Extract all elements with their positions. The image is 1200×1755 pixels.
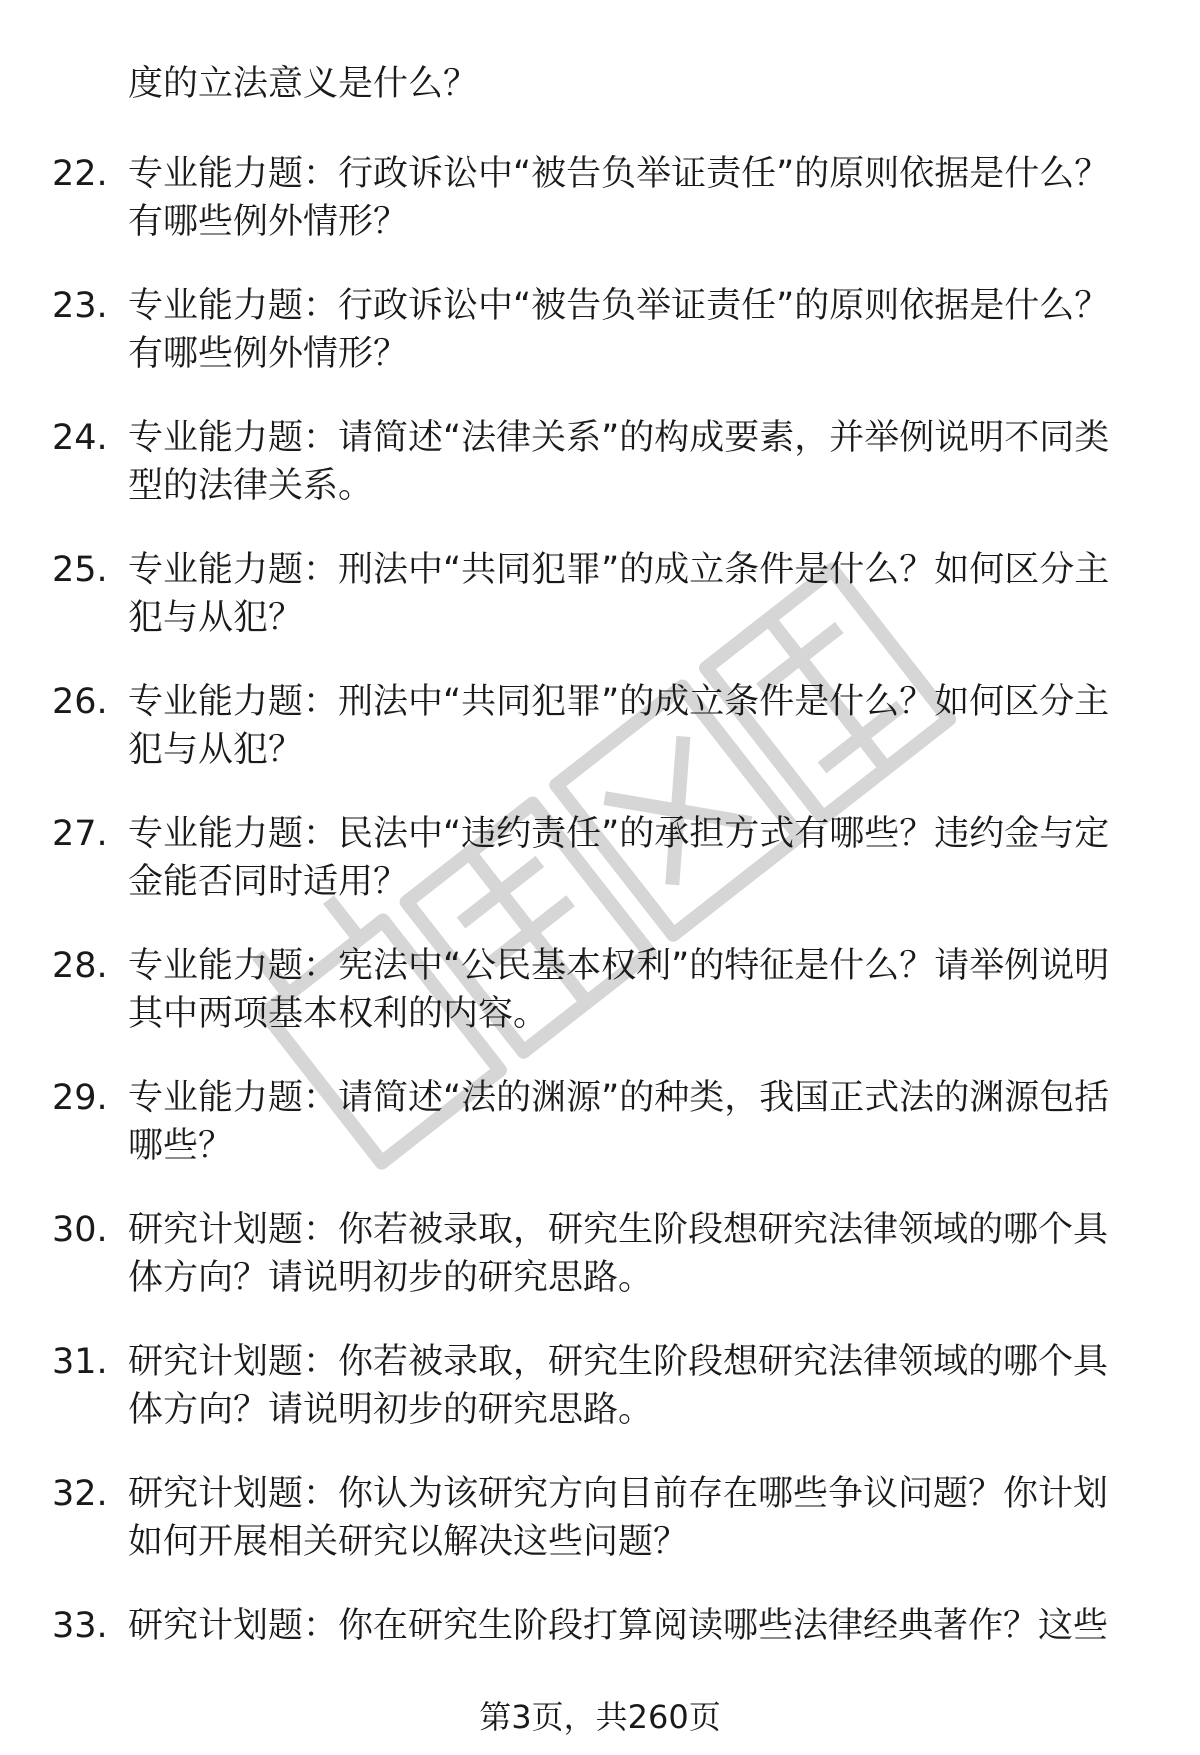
continued-question-text: 度的立法意义是什么？: [128, 64, 479, 104]
question-number: 32.: [52, 1474, 108, 1514]
question-number: 27.: [52, 814, 108, 854]
question-text: 专业能力题：民法中“违约责任”的承担方式有哪些？违约金与定金能否同时适用？: [128, 814, 1110, 902]
question-text: 专业能力题：宪法中“公民基本权利”的特征是什么？请举例说明其中两项基本权利的内容。: [128, 946, 1110, 1034]
question-number: 31.: [52, 1342, 108, 1382]
list-item: [0, 678, 1200, 810]
question-number: 23.: [52, 286, 108, 326]
list-item: [0, 150, 1200, 282]
question-text: 专业能力题：行政诉讼中“被告负举证责任”的原则依据是什么？有哪些例外情形？: [128, 286, 1110, 374]
list-item: [0, 1338, 1200, 1470]
question-number: 25.: [52, 550, 108, 590]
question-number: 30.: [52, 1210, 108, 1250]
question-text: 专业能力题：刑法中“共同犯罪”的成立条件是什么？如何区分主犯与从犯？: [128, 682, 1110, 770]
question-number: 28.: [52, 946, 108, 986]
question-number: 24.: [52, 418, 108, 458]
question-number: 26.: [52, 682, 108, 722]
question-number: 33.: [52, 1606, 108, 1646]
list-item: [0, 1470, 1200, 1602]
list-item: [0, 942, 1200, 1074]
question-text: 专业能力题：请简述“法律关系”的构成要素，并举例说明不同类型的法律关系。: [128, 418, 1110, 506]
question-text: 研究计划题：你认为该研究方向目前存在哪些争议问题？你计划如何开展相关研究以解决这些问题？: [128, 1474, 1109, 1562]
question-text: 专业能力题：请简述“法的渊源”的种类，我国正式法的渊源包括哪些？: [128, 1078, 1110, 1166]
list-item: [0, 546, 1200, 678]
list-item: [0, 810, 1200, 942]
list-item: [0, 1206, 1200, 1338]
page-footer: 第3页，共260页: [479, 1698, 721, 1736]
question-text: 专业能力题：行政诉讼中“被告负举证责任”的原则依据是什么？有哪些例外情形？: [128, 154, 1110, 242]
question-text: 专业能力题：刑法中“共同犯罪”的成立条件是什么？如何区分主犯与从犯？: [128, 550, 1110, 638]
list-item: [0, 414, 1200, 546]
list-item: [0, 1074, 1200, 1206]
question-text: 研究计划题：你在研究生阶段打算阅读哪些法律经典著作？这些: [128, 1606, 1109, 1646]
list-item: [0, 282, 1200, 414]
question-text: 研究计划题：你若被录取，研究生阶段想研究法律领域的哪个具体方向？请说明初步的研究思路。: [128, 1342, 1109, 1430]
question-number: 22.: [52, 154, 108, 194]
question-number: 29.: [52, 1078, 108, 1118]
question-text: 研究计划题：你若被录取，研究生阶段想研究法律领域的哪个具体方向？请说明初步的研究思路。: [128, 1210, 1109, 1298]
question-list: [0, 150, 1200, 1734]
